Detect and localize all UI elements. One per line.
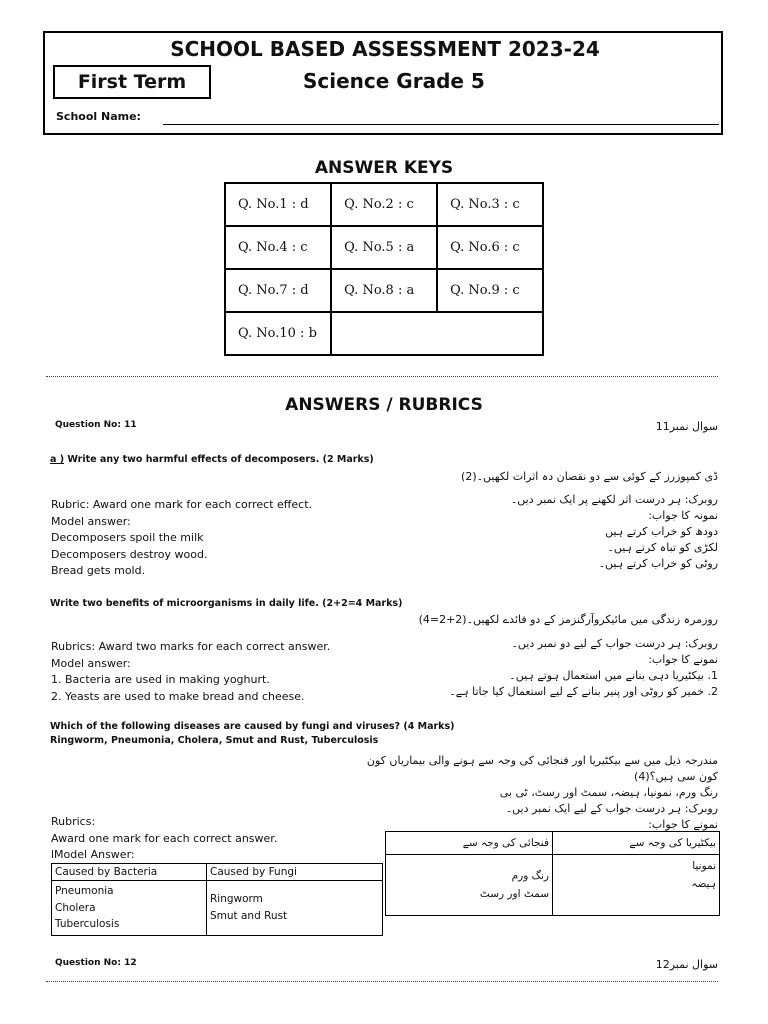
table-row <box>52 881 383 936</box>
disease-table-english <box>51 863 383 936</box>
part-b-question: Write two benefits of microorganisms in daily life. (2+2=4 Marks) <box>50 598 403 609</box>
part-a-prefix: a ) <box>50 454 65 465</box>
answer-keys-title: ANSWER KEYS <box>314 158 454 178</box>
key-cell: Q. No.9 : c <box>437 269 543 312</box>
question-12-urdu-label: سوال نمبر12 <box>655 958 718 971</box>
part-b-urdu-answer: روبرک: ہر درست جواب کے لیے دو نمبر دیں۔ نمونے کا جواب: 1. بیکٹیریا دہی بنانے میں استعمال ہوتے ہیں۔ 2. خمیر کو روٹی اور پنیر بنانے کے لیے استعمال کیا جاتا ہے۔ <box>449 637 718 698</box>
rubrics-title: ANSWERS / RUBRICS <box>285 395 483 415</box>
header-bacteria-urdu: بیکٹیریا کی وجہ سے <box>553 832 720 855</box>
question-11-label: Question No: 11 <box>55 420 137 430</box>
header-box <box>43 31 723 135</box>
school-name-line[interactable] <box>163 124 719 125</box>
key-cell: Q. No.10 : b <box>225 312 331 355</box>
question-11-urdu-label: سوال نمبر11 <box>655 420 718 433</box>
key-cell: Q. No.2 : c <box>331 183 437 226</box>
header-fungi: Caused by Fungi <box>207 864 383 881</box>
key-cell: Q. No.5 : a <box>331 226 437 269</box>
table-row <box>225 183 543 226</box>
table-row <box>225 312 543 355</box>
part-b-urdu-question: روزمرہ زندگی میں مائیکروآرگنزمز کے دو فائدے لکھیں۔(2+2=4) <box>418 613 718 626</box>
header-fungi-urdu: فنجائی کی وجہ سے <box>386 832 553 855</box>
school-name-label: School Name: <box>56 110 141 123</box>
table-row <box>225 226 543 269</box>
key-cell: Q. No.7 : d <box>225 269 331 312</box>
part-c-answer: Rubrics: Award one mark for each correct answer. lModel Answer: <box>51 815 278 861</box>
term-badge: First Term <box>53 65 211 99</box>
key-cell: Q. No.4 : c <box>225 226 331 269</box>
part-c-question: Which of the following diseases are caused by fungi and viruses? (4 Marks) Ringworm, Pneumonia, Cholera, Smut and Rust, Tuberculosis <box>50 721 455 746</box>
fungi-cell-urdu: رنگ ورم سمٹ اور رسٹ <box>386 855 553 916</box>
question-12-label: Question No: 12 <box>55 958 137 968</box>
fungi-cell: Ringworm Smut and Rust <box>207 881 383 936</box>
disease-table-urdu <box>385 831 720 916</box>
part-b-answer: Rubrics: Award two marks for each correct answer. Model answer: 1. Bacteria are used in making yoghurt. 2. Yeasts are used to make bread and cheese. <box>51 640 331 703</box>
table-row <box>225 269 543 312</box>
key-cell: Q. No.8 : a <box>331 269 437 312</box>
part-a-question: a ) Write any two harmful effects of decomposers. (2 Marks) <box>50 454 374 465</box>
key-cell: Q. No.1 : d <box>225 183 331 226</box>
part-a-urdu-answer: روبرک: ہر درست اثر لکھنے پر ایک نمبر دیں۔ نمونہ کا جواب: دودھ کو خراب کرتے ہیں لکڑی کو تباہ کرتے ہیں۔ روٹی کو خراب کرتے ہیں۔ <box>510 493 718 570</box>
assessment-title: SCHOOL BASED ASSESSMENT 2023-24 <box>170 37 600 61</box>
answer-keys-table <box>224 182 544 356</box>
header-bacteria: Caused by Bacteria <box>52 864 207 881</box>
part-c-urdu: مندرجہ ذیل میں سے بیکٹیریا اور فنجائی کی وجہ سے ہونے والی بیماریاں کون کون سی ہیں؟(4) رنگ ورم، نمونیا، ہیضہ، سمٹ اور رسٹ، ٹی بی روبرک: ہر درست جواب کے لیے ایک نمبر دیں۔ نمونے کا جواب: <box>366 754 718 831</box>
key-cell-empty <box>331 312 543 355</box>
key-cell: Q. No.3 : c <box>437 183 543 226</box>
key-cell: Q. No.6 : c <box>437 226 543 269</box>
bacteria-cell-urdu: نمونیا ہیضہ <box>553 855 720 916</box>
table-row <box>386 832 720 855</box>
part-a-urdu-question: ڈی کمپوزرز کے کوئی سے دو نقصان دہ اثرات لکھیں۔(2) <box>461 470 718 483</box>
bacteria-cell: Pneumonia Cholera Tuberculosis <box>52 881 207 936</box>
table-row <box>386 855 720 916</box>
divider <box>46 376 718 377</box>
table-row <box>52 864 383 881</box>
grade-title: Science Grade 5 <box>303 69 485 93</box>
part-a-answer: Rubric: Award one mark for each correct effect. Model answer: Decomposers spoil the milk Decomposers destroy wood. Bread gets mold. <box>51 498 312 577</box>
divider <box>46 981 718 982</box>
